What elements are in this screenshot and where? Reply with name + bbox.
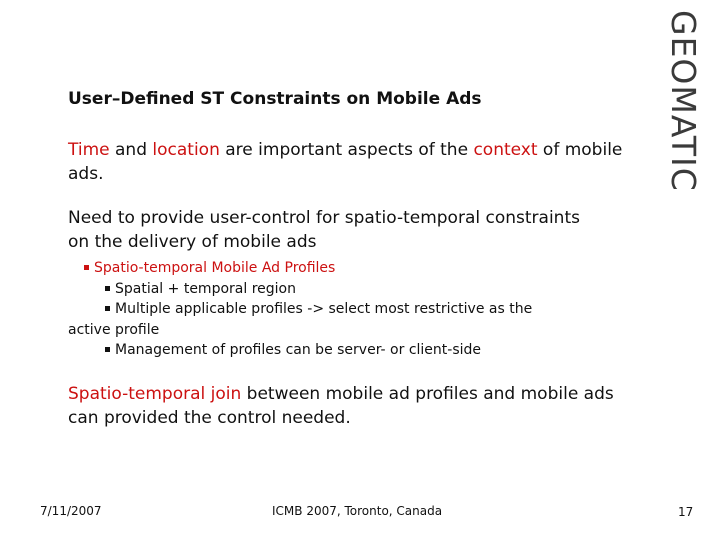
text-fragment: are important aspects of the <box>219 140 474 160</box>
footer-date: 7/11/2007 <box>40 504 102 518</box>
keyword-context: context <box>473 140 538 160</box>
bullet-level2 <box>68 279 628 300</box>
keyword-spatio-temporal-join: Spatio-temporal join <box>68 384 242 404</box>
text-fragment: of mobile ads. <box>68 140 623 184</box>
bullet-text: Management of profiles can be server- or client-side <box>115 342 482 358</box>
square-bullet-icon <box>105 347 110 352</box>
intro-paragraph <box>68 138 658 186</box>
bullet-text: Multiple applicable profiles -> select most restrictive as the <box>115 301 533 317</box>
bullet-text: Spatial + temporal region <box>115 280 296 297</box>
logo-text: GEOMATIC <box>664 10 703 192</box>
page-number: 17 <box>678 505 694 519</box>
square-bullet-icon <box>105 306 110 311</box>
keyword-location: location <box>152 140 220 160</box>
bullet-list <box>68 258 628 361</box>
user-control-paragraph: Need to provide user-control for spatio-temporal constraints on the delivery of mobile ads <box>68 208 580 252</box>
text-fragment: between mobile ad profiles and mobile ads can provided the control needed. <box>68 384 614 428</box>
geomatic-logo <box>664 10 720 192</box>
square-bullet-icon <box>105 286 110 291</box>
bullet-text: Spatio-temporal Mobile Ad Profiles <box>94 260 336 276</box>
slide-title: User–Defined ST Constraints on Mobile Ads <box>68 89 482 109</box>
bullet-continuation: active profile <box>68 321 160 338</box>
join-paragraph <box>68 382 628 430</box>
bullet-level2 <box>68 299 628 320</box>
keyword-time: Time <box>68 140 110 160</box>
square-bullet-icon <box>84 265 89 270</box>
bullet-level2 <box>68 340 628 361</box>
text-fragment: and <box>109 140 153 160</box>
footer-conference: ICMB 2007, Toronto, Canada <box>272 504 443 518</box>
bullet-level1 <box>68 258 628 279</box>
